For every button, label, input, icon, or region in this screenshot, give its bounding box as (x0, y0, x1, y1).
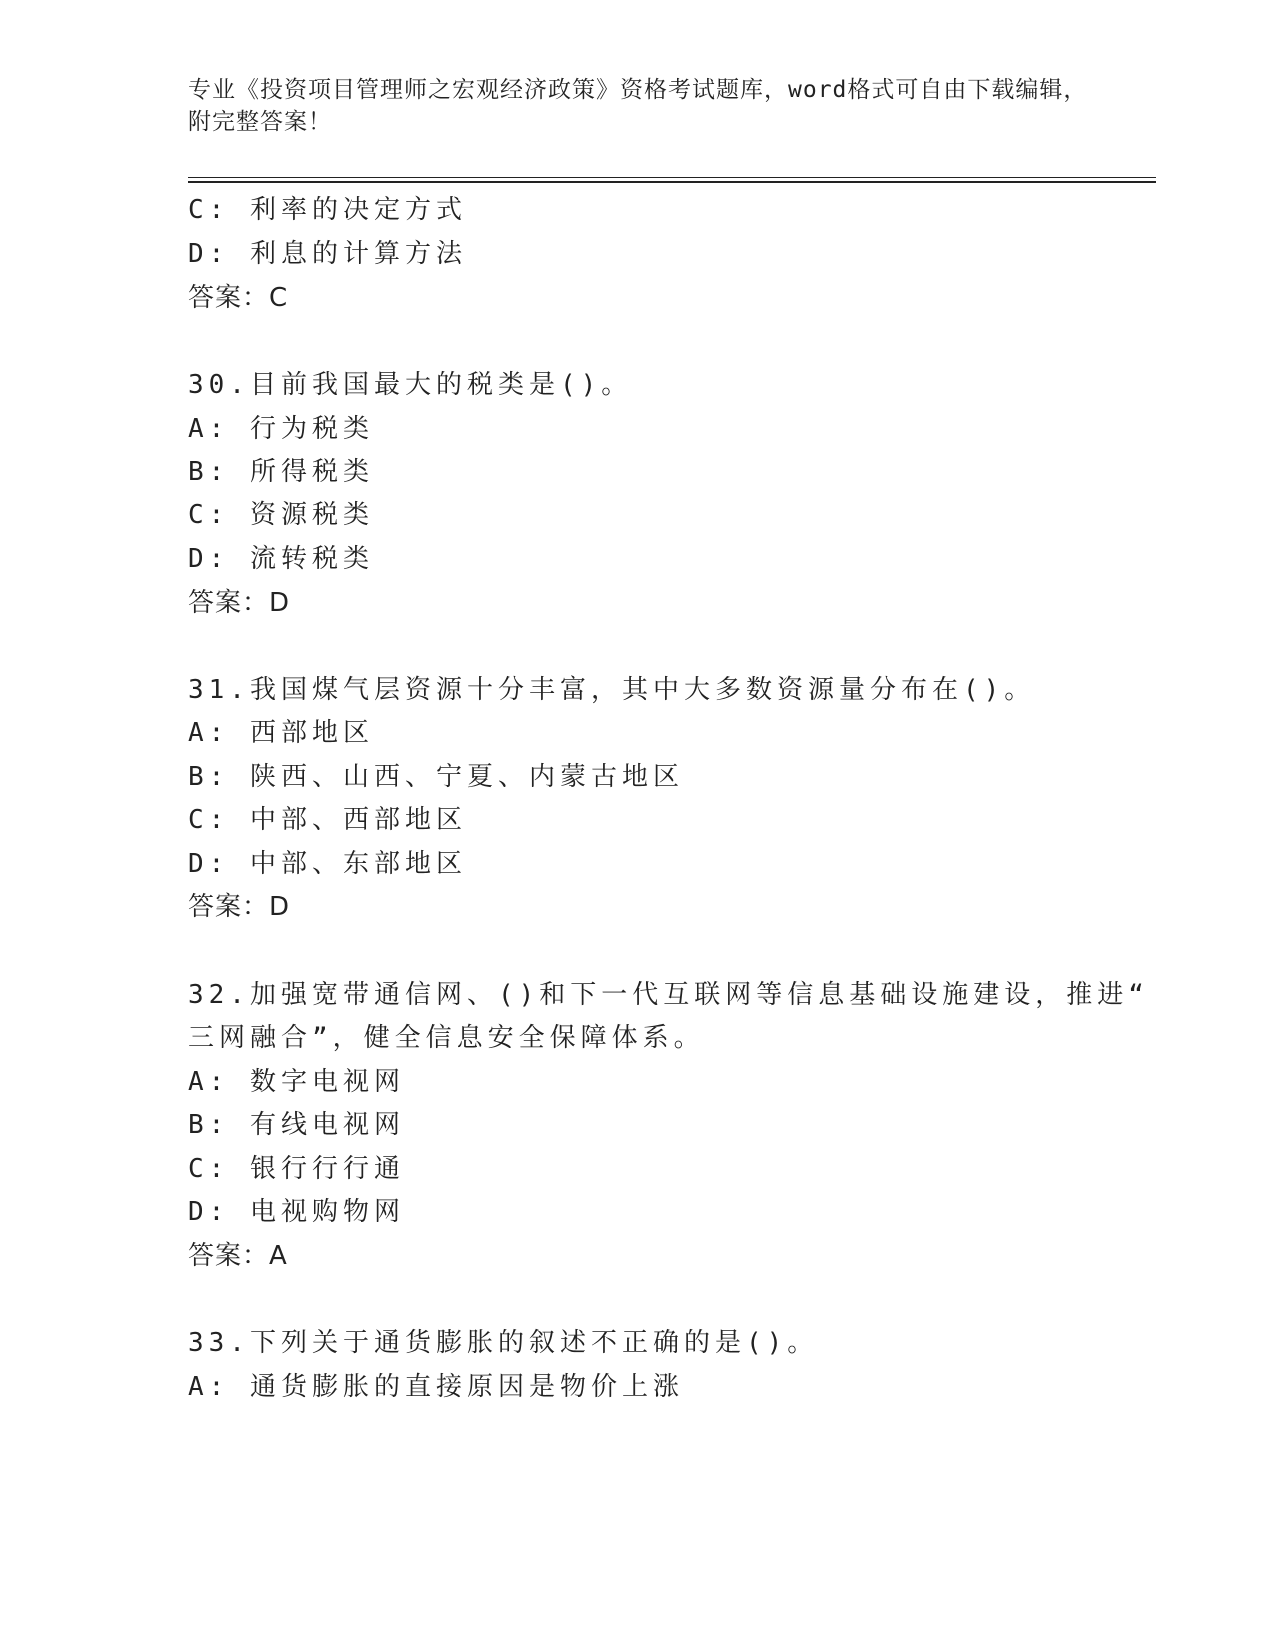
header-divider-thick (188, 181, 1156, 183)
option-line (188, 803, 467, 837)
option-label: C: (188, 195, 230, 225)
option-line (188, 1065, 405, 1099)
option-line (188, 1370, 684, 1404)
option-line (188, 1195, 405, 1229)
option-label: C: (188, 805, 230, 835)
option-text: 陕西、山西、宁夏、内蒙古地区 (249, 762, 684, 792)
option-text: 利息的计算方法 (249, 239, 467, 269)
option-line (188, 847, 467, 881)
option-text: 资源税类 (249, 500, 374, 530)
option-text: 有线电视网 (249, 1110, 405, 1140)
option-text: 利率的决定方式 (249, 195, 467, 225)
question-stem: 31.我国煤气层资源十分丰富，其中大多数资源量分布在()。 (188, 675, 1036, 705)
option-label: A: (188, 1372, 230, 1402)
option-text: 中部、东部地区 (249, 849, 467, 879)
option-line (188, 237, 467, 271)
question-stem: 33.下列关于通货膨胀的叙述不正确的是()。 (188, 1328, 819, 1358)
question-stem-continued: 三网融合”，健全信息安全保障体系。 (188, 1023, 705, 1053)
option-line (188, 716, 374, 750)
option-text: 行为税类 (249, 414, 374, 444)
document-header: 专业《投资项目管理师之宏观经济政策》资格考试题库，word格式可自由下载编辑，附完整答案！ (188, 77, 1088, 135)
answer-line: 答案：C (188, 283, 289, 313)
option-label: C: (188, 1154, 230, 1184)
answer-line: 答案：A (188, 1241, 288, 1271)
answer-line: 答案：D (188, 588, 291, 618)
option-text: 电视购物网 (249, 1197, 405, 1227)
question-stem: 30.目前我国最大的税类是()。 (188, 370, 633, 400)
answer-line: 答案：D (188, 892, 291, 922)
option-line (188, 760, 684, 794)
option-line (188, 498, 374, 532)
option-label: A: (188, 1067, 230, 1097)
option-line (188, 1152, 405, 1186)
option-label: D: (188, 544, 230, 574)
option-label: D: (188, 1197, 230, 1227)
option-text: 数字电视网 (249, 1067, 405, 1097)
question-stem: 32.加强宽带通信网、()和下一代互联网等信息基础设施建设，推进“ (188, 980, 1149, 1010)
option-text: 流转税类 (249, 544, 374, 574)
option-label: B: (188, 762, 230, 792)
option-label: B: (188, 1110, 230, 1140)
option-label: A: (188, 718, 230, 748)
option-text: 所得税类 (249, 457, 374, 487)
option-text: 银行行行通 (249, 1154, 405, 1184)
option-label: B: (188, 457, 230, 487)
option-text: 通货膨胀的直接原因是物价上涨 (249, 1372, 684, 1402)
option-line (188, 193, 467, 227)
option-line (188, 542, 374, 576)
option-label: D: (188, 239, 230, 269)
header-divider-thin (188, 177, 1156, 178)
option-line (188, 1108, 405, 1142)
option-label: A: (188, 414, 230, 444)
option-line (188, 412, 374, 446)
option-line (188, 455, 374, 489)
option-text: 中部、西部地区 (249, 805, 467, 835)
option-label: C: (188, 500, 230, 530)
option-label: D: (188, 849, 230, 879)
option-text: 西部地区 (249, 718, 374, 748)
